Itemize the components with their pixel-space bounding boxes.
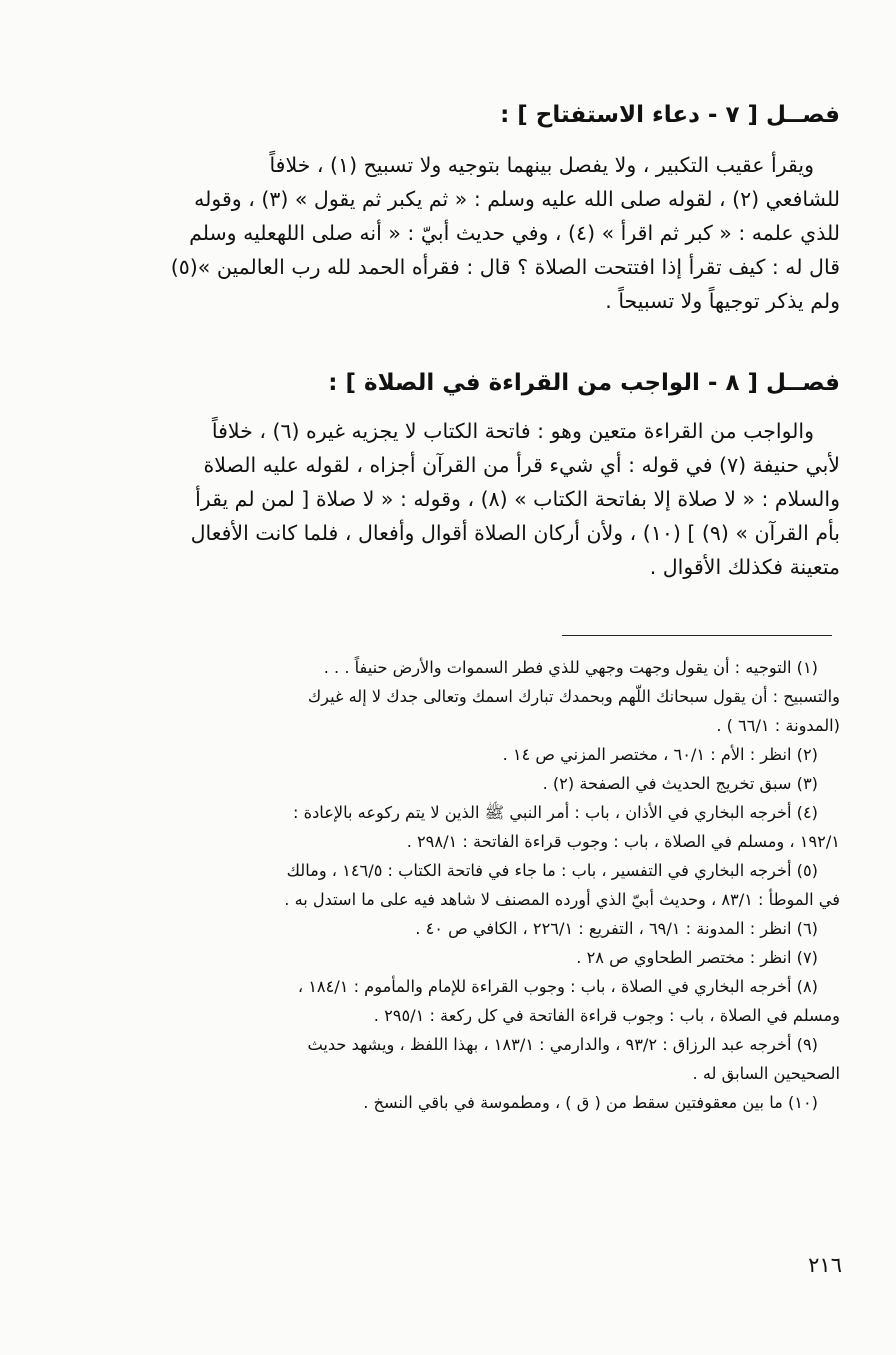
paragraph-line: ويقرأ عقيب التكبير ، ولا يفصل بينهما بتوجيه ولا تسبيح (١) ، خلافاً xyxy=(269,153,814,177)
footnote-8 xyxy=(84,972,840,1030)
section-heading: فصــل [ ٨ - الواجب من القراءة في الصلاة ] : xyxy=(328,370,840,396)
paragraph-line: ولم يذكر توجيهاً ولا تسبيحاً . xyxy=(605,289,840,313)
footnote-6 xyxy=(84,914,840,943)
footnote-line: (٨) أخرجه البخاري في الصلاة ، باب : وجوب القراءة للإمام والمأموم : ١٨٤/١ ، xyxy=(297,977,818,996)
footnote-line: في الموطأ : ٨٣/١ ، وحديث أبيّ الذي أورده المصنف لا شاهد فيه على ما استدل به . xyxy=(284,890,840,909)
footnote-line: ومسلم في الصلاة ، باب : وجوب قراءة الفاتحة في كل ركعة : ٢٩٥/١ . xyxy=(373,1006,840,1025)
paragraph-line: والسلام : « لا صلاة إلا بفاتحة الكتاب » (٨) ، وقوله : « لا صلاة [ لمن لم يقرأ xyxy=(195,487,840,511)
paragraph-line: متعينة فكذلك الأقوال . xyxy=(649,555,840,579)
section-dua-istiftah xyxy=(70,98,840,318)
footnote-line: (٥) أخرجه البخاري في التفسير ، باب : ما جاء في فاتحة الكتاب : ١٤٦/٥ ، ومالك xyxy=(286,861,818,880)
paragraph-line: للذي علمه : « كبر ثم اقرأ » (٤) ، وفي حديث أبيّ : « أنه صلى اللهعليه وسلم xyxy=(189,221,840,245)
footnote-2 xyxy=(84,740,840,769)
footnote-line: (١) التوجيه : أن يقول وجهت وجهي للذي فطر السموات والأرض حنيفاً . . . xyxy=(323,658,818,677)
footnote-separator xyxy=(562,635,832,636)
footnote-7 xyxy=(84,943,840,972)
footnote-line: (٣) سبق تخريج الحديث في الصفحة (٢) . xyxy=(542,774,818,793)
footnote-line: (المدونة : ٦٦/١ ) . xyxy=(716,716,840,735)
footnote-line: (١٠) ما بين معقوفتين سقط من ( ق ) ، ومطموسة في باقي النسخ . xyxy=(363,1093,818,1112)
footnote-line: (٩) أخرجه عبد الرزاق : ٩٣/٢ ، والدارمي : ١٨٣/١ ، بهذا اللفظ ، ويشهد حديث xyxy=(307,1035,818,1054)
footnote-line: ١٩٢/١ ، ومسلم في الصلاة ، باب : وجوب قراءة الفاتحة : ٢٩٨/١ . xyxy=(406,832,840,851)
footnote-line: (٢) انظر : الأم : ٦٠/١ ، مختصر المزني ص ١٤ . xyxy=(502,745,818,764)
footnote-line: (٧) انظر : مختصر الطحاوي ص ٢٨ . xyxy=(576,948,818,967)
footnote-line: (٤) أخرجه البخاري في الأذان ، باب : أمر النبي ﷺ الذين لا يتم ركوعه بالإعادة : xyxy=(292,803,818,822)
footnote-4 xyxy=(84,798,840,856)
footnote-1 xyxy=(84,653,840,740)
footnote-line: (٦) انظر : المدونة : ٦٩/١ ، التفريع : ٢٢٦/١ ، الكافي ص ٤٠ . xyxy=(415,919,818,938)
footnotes xyxy=(84,653,840,1117)
section-wajib-qiraa xyxy=(70,366,840,584)
paragraph-line: لأبي حنيفة (٧) في قوله : أي شيء قرأ من القرآن أجزاه ، لقوله عليه الصلاة xyxy=(203,453,840,477)
paragraph-line: قال له : كيف تقرأ إذا افتتحت الصلاة ؟ قال : فقرأه الحمد لله رب العالمين »(٥) xyxy=(170,255,840,279)
footnote-5 xyxy=(84,856,840,914)
paragraph-line: والواجب من القراءة متعين وهو : فاتحة الكتاب لا يجزيه غيره (٦) ، خلافاً xyxy=(211,419,814,443)
footnote-line: الصحيحين السابق له . xyxy=(692,1064,840,1083)
paragraph-line: بأم القرآن » (٩) ] (١٠) ، ولأن أركان الصلاة أقوال وأفعال ، فلما كانت الأفعال xyxy=(190,521,840,545)
paragraph-line: للشافعي (٢) ، لقوله صلى الله عليه وسلم : « ثم يكبر ثم يقول » (٣) ، وقوله xyxy=(194,187,840,211)
footnote-10 xyxy=(84,1088,840,1117)
section-heading: فصــل [ ٧ - دعاء الاستفتاح ] : xyxy=(500,102,840,128)
page-number: ٢١٦ xyxy=(808,1253,842,1277)
footnote-3 xyxy=(84,769,840,798)
footnote-line: والتسبيح : أن يقول سبحانك اللّهم وبحمدك تبارك اسمك وتعالى جدك لا إله غيرك xyxy=(307,687,840,706)
footnote-9 xyxy=(84,1030,840,1088)
